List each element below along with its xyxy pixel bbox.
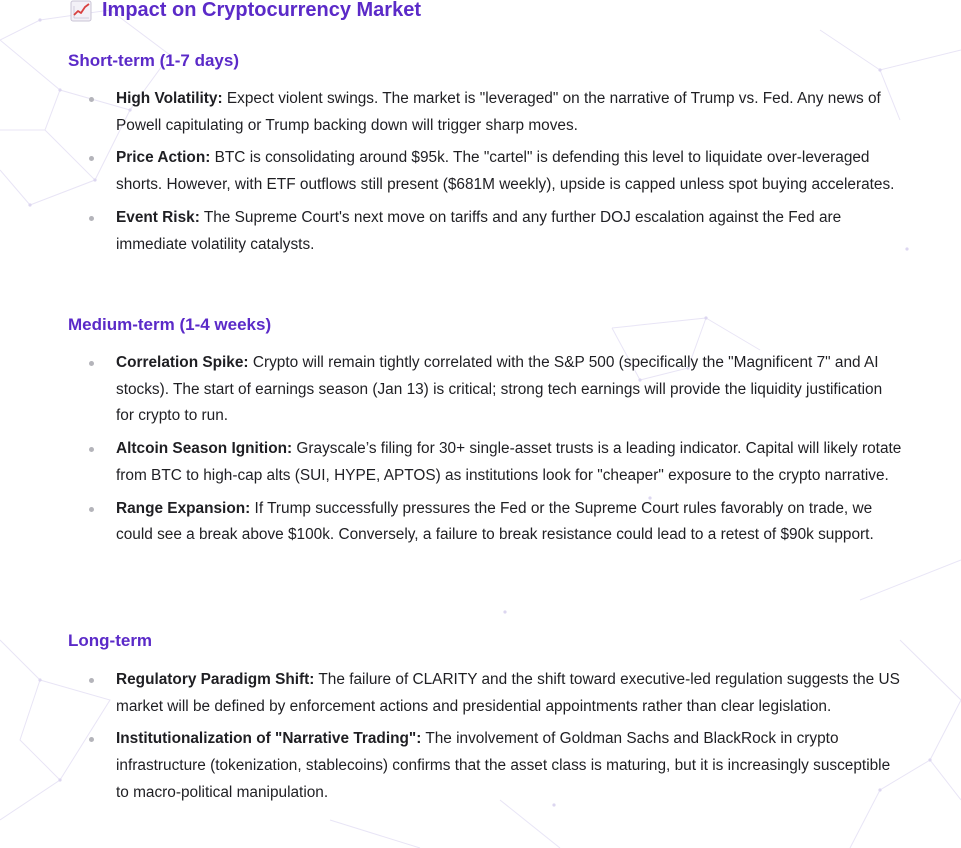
item-label: Correlation Spike: bbox=[116, 354, 249, 371]
item-text: The involvement of Goldman Sachs and BlackRock in crypto infrastructure (tokenization, stablecoins) confirms that the asset class is maturing, but it is increasingly susceptible to macro-political manipulation. bbox=[116, 730, 891, 801]
item-text: Expect violent swings. The market is "leveraged" on the narrative of Trump vs. Fed. Any news of Powell capitulating or Trump backing down will trigger sharp moves. bbox=[116, 90, 881, 134]
bullet-icon bbox=[89, 447, 94, 452]
section-heading-short-term: Short-term (1-7 days) bbox=[68, 51, 239, 70]
item-text: The failure of CLARITY and the shift toward executive-led regulation suggests the US market will be defined by enforcement actions and presidential appointments rather than clear legislation. bbox=[116, 671, 900, 715]
item-text: Crypto will remain tightly correlated with the S&P 500 (specifically the "Magnificent 7" and AI stocks). The start of earnings season (Jan 13) is critical; strong tech earnings will provide the liquidity justification for crypto to run. bbox=[116, 354, 883, 425]
item-label: Altcoin Season Ignition: bbox=[116, 440, 293, 458]
bullet-icon bbox=[89, 507, 94, 512]
item-text: BTC is consolidating around $95k. The "cartel" is defending this level to liquidate over-leveraged shorts. However, with ETF outflows still present ($681M weekly), upside is capped unless spot buying accelerates. bbox=[116, 149, 895, 194]
list-item bbox=[0, 145, 961, 198]
bullet-icon bbox=[89, 216, 94, 221]
item-text: The Supreme Court's next move on tariffs and any further DOJ escalation against the Fed are immediate volatility catalysts. bbox=[116, 208, 842, 253]
bullet-icon bbox=[89, 156, 94, 161]
short-term-list bbox=[0, 86, 961, 264]
item-label: Range Expansion: bbox=[116, 499, 251, 517]
list-item bbox=[0, 436, 961, 489]
item-text: If Trump successfully pressures the Fed or the Supreme Court rules favorably on trade, we could see a break above $100k. Conversely, a failure to break resistance could lead to a retest of $90k support. bbox=[116, 499, 874, 544]
item-label: Institutionalization of "Narrative Trading": bbox=[116, 730, 422, 748]
medium-term-list bbox=[0, 350, 961, 555]
list-item bbox=[0, 667, 961, 720]
page-title-text: Impact on Cryptocurrency Market bbox=[102, 0, 421, 21]
list-item bbox=[0, 350, 961, 430]
chart-increasing-icon bbox=[70, 0, 92, 22]
bullet-icon bbox=[89, 97, 94, 102]
bullet-icon bbox=[89, 737, 94, 742]
bullet-icon bbox=[89, 678, 94, 683]
item-label: High Volatility: bbox=[116, 90, 223, 107]
page-title bbox=[70, 0, 421, 22]
list-item bbox=[0, 205, 961, 258]
section-heading-medium-term: Medium-term (1-4 weeks) bbox=[68, 315, 272, 334]
long-term-list bbox=[0, 667, 961, 813]
list-item bbox=[0, 726, 961, 806]
section-heading-long-term: Long-term bbox=[68, 631, 153, 650]
item-label: Price Action: bbox=[116, 149, 211, 167]
bullet-icon bbox=[89, 361, 94, 366]
list-item bbox=[0, 496, 961, 549]
list-item bbox=[0, 86, 961, 139]
item-label: Event Risk: bbox=[116, 208, 200, 226]
item-text: Grayscale’s filing for 30+ single-asset trusts is a leading indicator. Capital will likely rotate from BTC to high-cap alts (SUI, HYPE, APTOS) as institutions look for "cheaper" exposure to the crypto narrative. bbox=[116, 440, 902, 484]
item-label: Regulatory Paradigm Shift: bbox=[116, 671, 315, 688]
